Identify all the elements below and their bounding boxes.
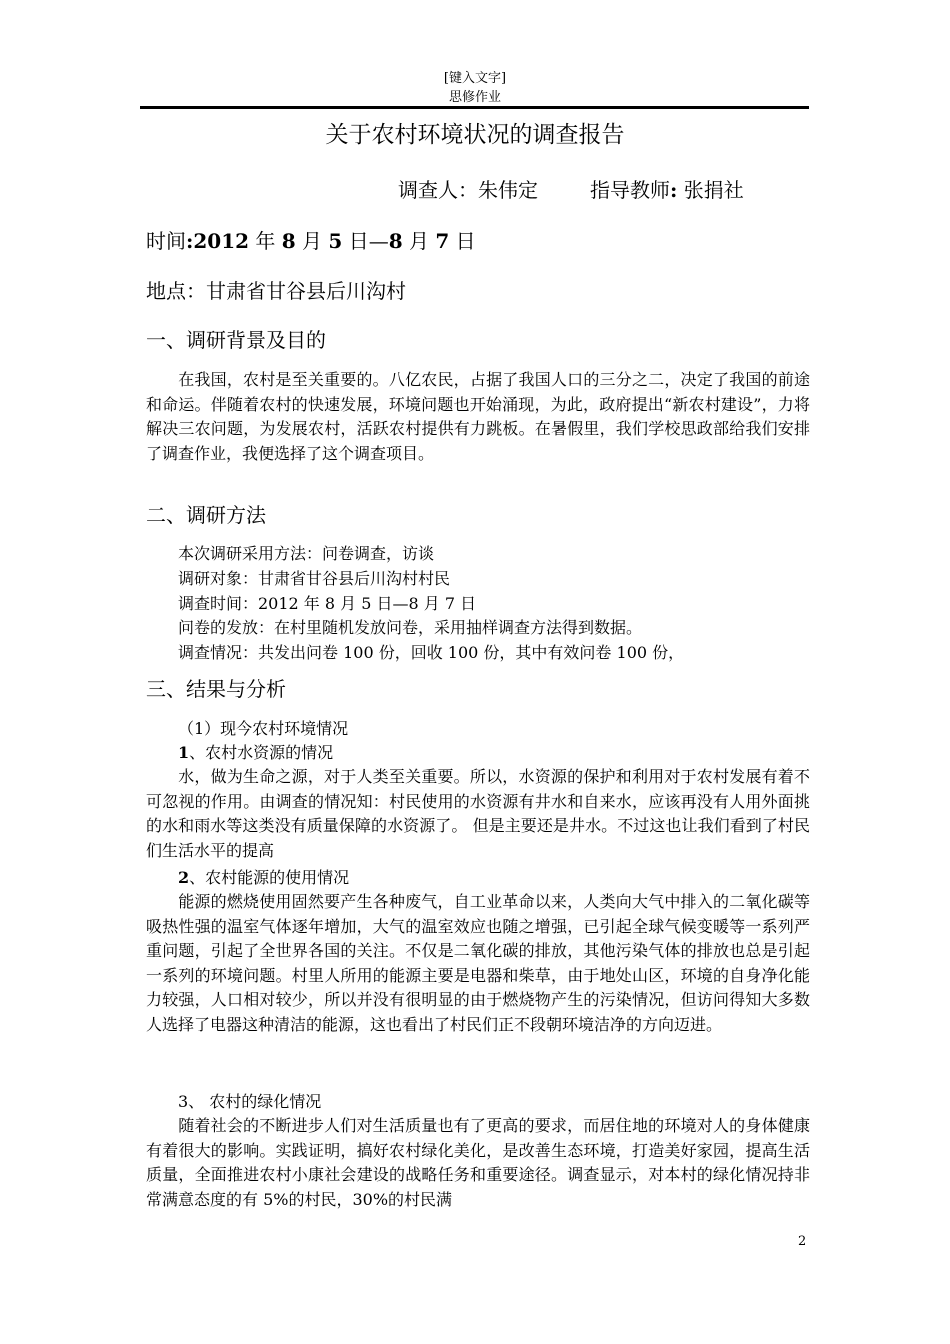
header-placeholder[interactable]: [键入文字] — [443, 71, 507, 86]
item-2-heading: 2、农村能源的使用情况 — [178, 868, 350, 887]
item-3-heading: 3、 农村的绿化情况 — [178, 1092, 322, 1111]
place-line: 地点：甘肃省甘谷县后川沟村 — [146, 279, 406, 303]
advisor-label: 指导教师 — [590, 178, 670, 202]
advisor-name: 张捐社 — [677, 178, 744, 202]
section-3-heading: 三、结果与分析 — [146, 677, 286, 701]
section-1-heading: 一、调研背景及目的 — [146, 328, 326, 352]
item-3-body: 随着社会的不断进步人们对生活质量也有了更高的要求，而居住地的环境对人的身体健康有着很大的影响。实践证明，搞好农村绿化美化，是改善生态环境，打造美好家园，提高生活质量，全面推进农村小康社会建设的战略任务和重要途径。调查显示，对本村的绿化情况持非常满意态度的有 5%的村民，30%的村民满 — [146, 1116, 810, 1209]
advisor-colon: : — [670, 178, 678, 202]
item-2-body: 能源的燃烧使用固然要产生各种废气，自工业革命以来，人类向大气中排入的二氧化碳等吸热性强的温室气体逐年增加，大气的温室效应也随之增强，已引起全球气候变暖等一系列严重问题，引起了全世界各国的关注。不仅是二氧化碳的排放，其他污染气体的排放也总是引起一系列的环境问题。村里人所用的能源主要是电器和柴草，由于地处山区，环境的自身净化能力较强，人口相对较少，所以并没有很明显的由于燃烧物产生的污染情况，但访问得知大多数人选择了电器这种清洁的能源，这也看出了村民们正不段朝环境洁净的方向迈进。 — [146, 892, 810, 1034]
method-item: 本次调研采用方法：问卷调查，访谈 — [178, 544, 435, 563]
investigator-name: 朱伟定 — [478, 178, 538, 202]
time-label: 时间 — [146, 229, 186, 253]
investigator-label: 调查人： — [398, 178, 478, 202]
subsection-heading: （1）现今农村环境情况 — [178, 719, 349, 738]
method-item: 调研对象：甘肃省甘谷县后川沟村村民 — [178, 569, 451, 588]
section-2-heading: 二、调研方法 — [146, 503, 266, 527]
item-1-heading: 1、农村水资源的情况 — [178, 743, 334, 762]
method-item: 问卷的发放：在村里随机发放问卷，采用抽样调查方法得到数据。 — [178, 618, 643, 637]
page-number: 2 — [798, 1234, 807, 1249]
time-line: 时间:2012 年 8 月 5 日—8 月 7 日 — [146, 229, 476, 253]
method-item: 调查时间：2012 年 8 月 5 日—8 月 7 日 — [178, 594, 477, 613]
method-item: 调查情况：共发出问卷 100 份，回收 100 份，其中有效问卷 100 份， — [178, 643, 685, 662]
report-meta — [398, 174, 744, 206]
header-rule — [140, 106, 809, 109]
item-1-body: 水，做为生命之源，对于人类至关重要。所以，水资源的保护和利用对于农村发展有着不可忽视的作用。由调查的情况知：村民使用的水资源有井水和自来水，应该再没有人用外面挑的水和雨水等这类没有质量保障的水资源了。 但是主要还是井水。不过这也让我们看到了村民们生活水平的提高 — [146, 767, 810, 860]
section-1-body: 在我国，农村是至关重要的。八亿农民，占据了我国人口的三分之二，决定了我国的前途和命运。伴随着农村的快速发展，环境问题也开始涌现，为此，政府提出“新农村建设”，力将解决三农问题，为发展农村，活跃农村提供有力跳板。在暑假里，我们学校思政部给我们安排了调查作业，我便选择了这个调查项目。 — [146, 370, 810, 463]
header-subtitle: 思修作业 — [448, 90, 501, 105]
page-title: 关于农村环境状况的调查报告 — [325, 122, 625, 148]
